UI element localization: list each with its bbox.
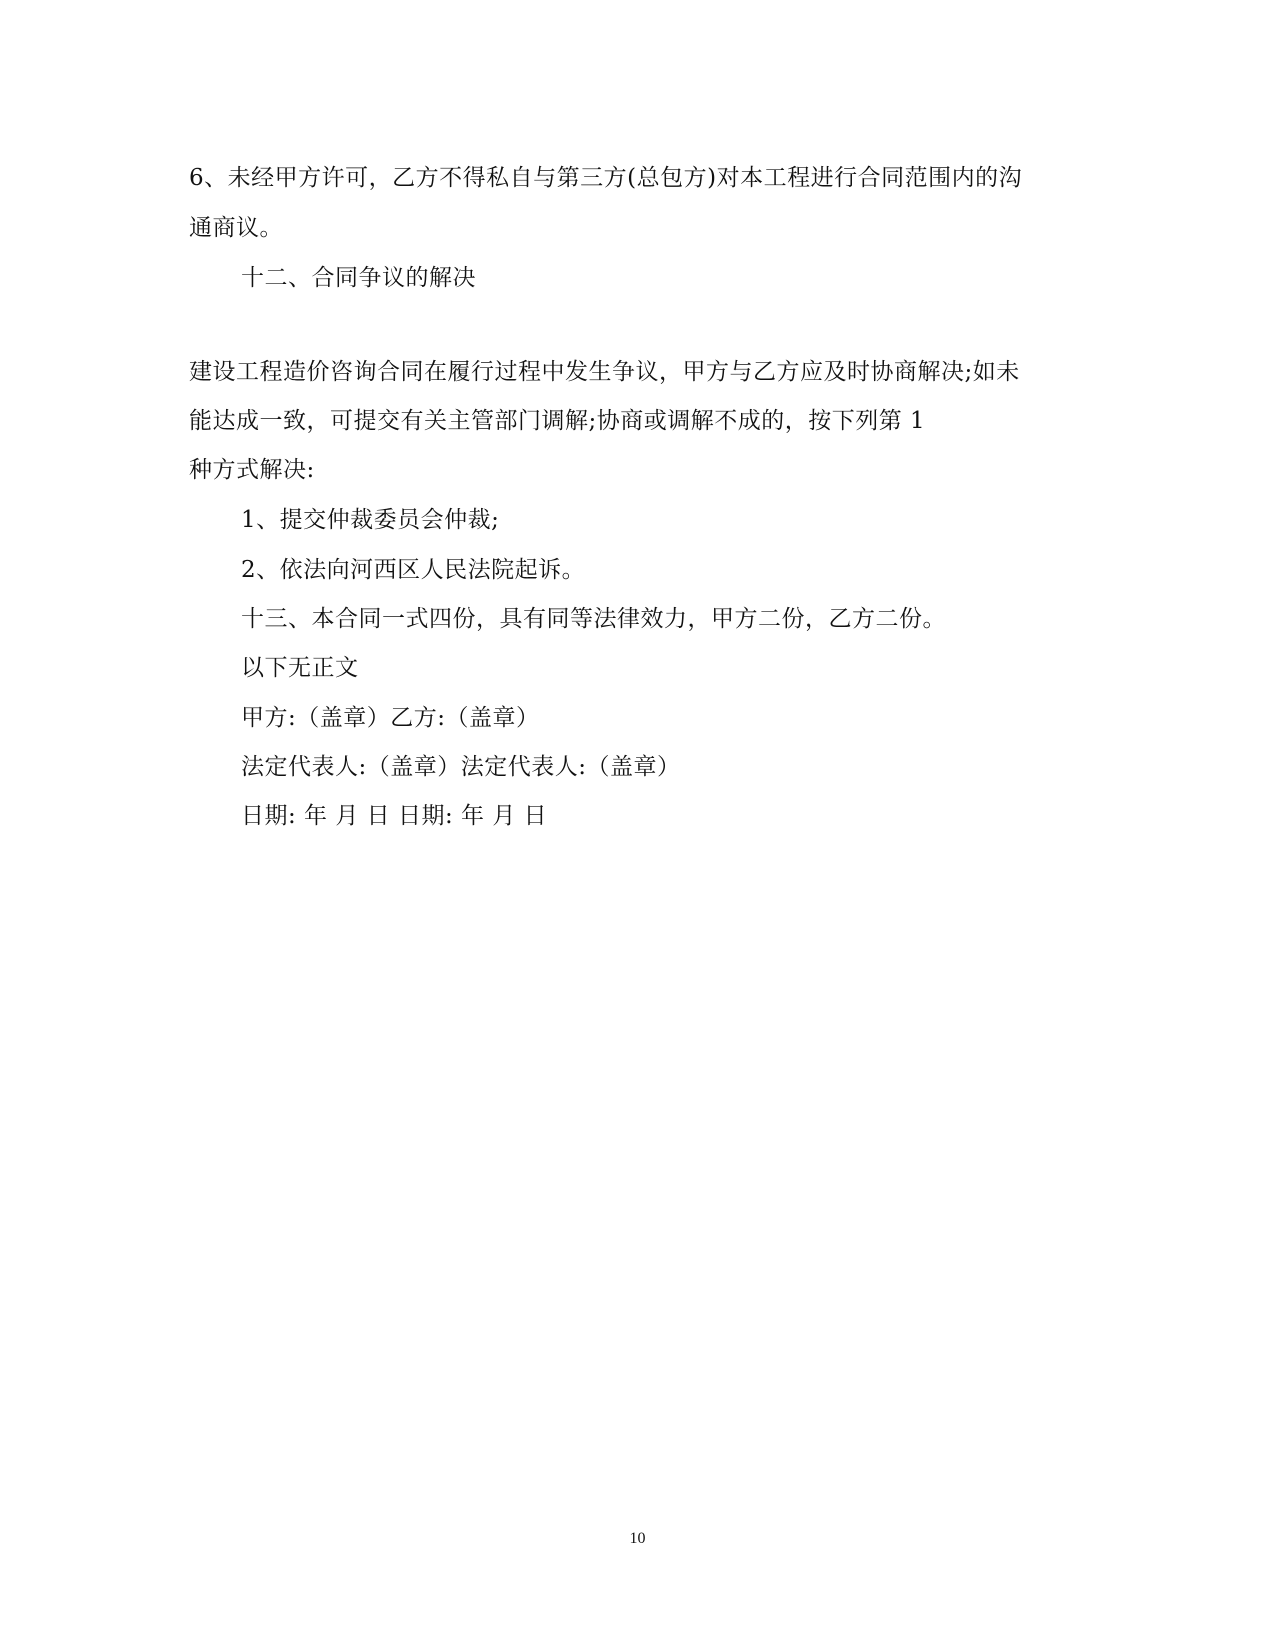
party-seal-line: 甲方:（盖章）乙方:（盖章）	[241, 705, 540, 731]
clause-6-line-2: 通商议。	[189, 215, 283, 241]
section-13-copies: 十三、本合同一式四份，具有同等法律效力，甲方二份，乙方二份。	[241, 606, 946, 632]
dispute-option-1: 1、提交仲裁委员会仲裁;	[241, 507, 500, 533]
section-12-heading: 十二、合同争议的解决	[241, 265, 476, 291]
dispute-paragraph-line-2: 能达成一致，可提交有关主管部门调解;协商或调解不成的，按下列第 1	[189, 408, 926, 434]
no-further-text: 以下无正文	[241, 655, 359, 681]
legal-representative-seal-line: 法定代表人:（盖章）法定代表人:（盖章）	[241, 754, 681, 780]
date-line: 日期: 年 月 日 日期: 年 月 日	[241, 803, 548, 829]
dispute-paragraph-line-3: 种方式解决:	[189, 457, 315, 483]
dispute-paragraph-line-1: 建设工程造价咨询合同在履行过程中发生争议，甲方与乙方应及时协商解决;如未	[189, 359, 1020, 385]
clause-6-line-1: 6、未经甲方许可，乙方不得私自与第三方(总包方)对本工程进行合同范围内的沟	[189, 165, 1023, 191]
dispute-option-2: 2、依法向河西区人民法院起诉。	[241, 557, 586, 583]
page-number: 10	[629, 1530, 646, 1547]
